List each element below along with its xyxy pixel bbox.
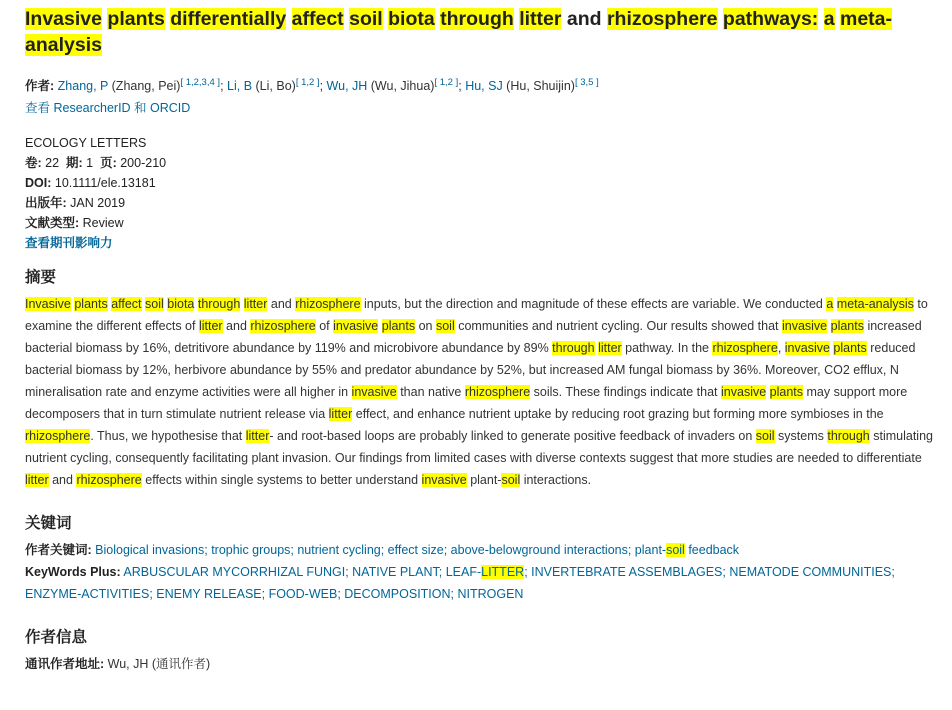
abstract-segment: soil — [501, 473, 521, 488]
issue-label: 期: — [66, 156, 83, 171]
author-separator: ; — [319, 79, 324, 94]
title-word: pathways: — [722, 8, 819, 30]
abstract-segment: litter — [245, 429, 270, 444]
volume-value: 22 — [45, 156, 60, 171]
title-word: affect — [291, 8, 344, 30]
year-row — [25, 193, 937, 213]
abstract-text — [25, 293, 937, 491]
author-affiliation-sup[interactable]: [ 1,2 ] — [434, 77, 459, 88]
author-keywords — [25, 539, 937, 561]
abstract-segment: pathway. In the — [621, 341, 713, 356]
abstract-segment: inputs, but the direction and magnitude of these effects are variable. We conducted — [360, 297, 827, 312]
abstract-segment: litter — [198, 319, 223, 334]
abstract-segment: through — [197, 297, 241, 312]
abstract-segment: systems — [774, 429, 828, 444]
doi-value: 10.1111/ele.13181 — [54, 176, 156, 191]
abstract-segment: plants — [381, 319, 416, 334]
title-word: litter — [519, 8, 562, 30]
abstract-segment: plants — [74, 297, 108, 312]
abstract-segment: invasive — [421, 473, 467, 488]
abstract-segment: than native — [396, 385, 465, 400]
abstract-segment: soil — [755, 429, 775, 444]
abstract-segment: invasive — [784, 341, 830, 356]
authors-list — [58, 79, 599, 93]
abstract-segment: litter — [328, 407, 353, 422]
title-word: a — [823, 8, 835, 30]
doctype-value: Review — [82, 216, 124, 231]
doctype-row — [25, 213, 937, 233]
abstract-heading: 摘要 — [25, 269, 57, 287]
author-affiliation-sup[interactable]: [ 3,5 ] — [574, 77, 599, 88]
author-keyword-segment: Biological invasions; trophic groups; nutrient cycling; effect size; above-belowground interactions; plant- — [95, 543, 667, 558]
title-word: and — [566, 8, 602, 30]
abstract-segment: , — [777, 341, 785, 356]
keywords-heading: 关键词 — [25, 515, 72, 533]
author-fullname: (Li, Bo) — [252, 79, 296, 94]
author-fullname: (Wu, Jihua) — [367, 79, 435, 94]
corresponding-label: 通讯作者地址: — [25, 657, 105, 672]
corresponding-value: Wu, JH (通讯作者) — [107, 657, 211, 672]
abstract-segment: on — [415, 319, 436, 334]
corresponding-author — [25, 653, 937, 675]
abstract-segment: may support more decomposers that in turn stimulate nutrient release via — [25, 385, 908, 422]
abstract-segment: plants — [833, 341, 867, 356]
abstract-segment: meta-analysis — [836, 297, 914, 312]
keywords-plus-label: KeyWords Plus: — [25, 565, 121, 580]
title-word: Invasive — [25, 8, 102, 30]
doi-row — [25, 173, 937, 193]
abstract-segment: rhizosphere — [295, 297, 361, 312]
year-value: JAN 2019 — [70, 196, 126, 211]
abstract-segment: rhizosphere — [76, 473, 142, 488]
journal-info — [25, 133, 937, 253]
title-word: meta-analysis — [25, 8, 893, 56]
abstract-segment: invasive — [781, 319, 828, 334]
author-separator: ; — [220, 79, 224, 94]
abstract-segment: . Thus, we hypothesise that — [90, 429, 246, 444]
abstract-segment: soil — [435, 319, 455, 334]
abstract-segment: rhizosphere — [25, 429, 91, 444]
pages-label: 页: — [100, 156, 117, 171]
author-fullname: (Hu, Shuijin) — [502, 79, 575, 94]
abstract-segment: communities and nutrient cycling. Our results showed that — [454, 319, 782, 334]
author-keywords-label: 作者关键词: — [25, 543, 92, 558]
volume-issue-pages — [25, 153, 937, 173]
abstract-segment: - and root-based loops are probably linked to generate positive feedback of invaders on — [269, 429, 756, 444]
title-word: rhizosphere — [606, 8, 718, 30]
authors-line — [25, 74, 937, 95]
abstract-segment: and — [48, 473, 77, 488]
journal-name: ECOLOGY LETTERS — [25, 136, 147, 151]
keyword-plus-segment: LITTER — [481, 565, 525, 580]
researcherid-orcid-link[interactable]: 查看 ResearcherID 和 ORCID — [25, 101, 191, 116]
abstract-segment: a — [826, 297, 834, 312]
abstract-segment: and — [222, 319, 251, 334]
keyword-plus-segment: ARBUSCULAR MYCORRHIZAL FUNGI; NATIVE PLANT; LEAF- — [123, 565, 482, 580]
abstract-segment: interactions. — [520, 473, 592, 488]
title-word: differentially — [170, 8, 287, 30]
title-word: biota — [388, 8, 435, 30]
issue-value: 1 — [86, 156, 94, 171]
journal-impact-link[interactable]: 查看期刊影响力 — [25, 236, 113, 251]
abstract-segment: litter — [25, 473, 49, 488]
abstract-segment: rhizosphere — [250, 319, 316, 334]
abstract-segment: invasive — [721, 385, 767, 400]
author-link[interactable]: Hu, SJ — [465, 79, 503, 94]
abstract-segment: litter — [243, 297, 268, 312]
abstract-segment: reduced bacterial biomass by 12%, herbivore abundance by 55% and predator abundance by 52%, but increased AM fungal biomass by 36%. Moreover, CO2 efflux, N mineralisation rate and enzyme activities were all higher in — [25, 341, 916, 400]
abstract-segment: and — [267, 297, 296, 312]
volume-label: 卷: — [25, 156, 42, 171]
abstract-segment: through — [552, 341, 595, 356]
abstract-segment: invasive — [333, 319, 379, 334]
author-info-heading: 作者信息 — [25, 629, 88, 647]
abstract-segment: invasive — [351, 385, 397, 400]
author-fullname: (Zhang, Pei) — [108, 79, 181, 94]
year-label: 出版年: — [25, 196, 67, 211]
author-link[interactable]: Zhang, P — [57, 79, 109, 94]
author-separator: ; — [458, 79, 462, 94]
title-word: plants — [107, 8, 165, 30]
abstract-segment: through — [827, 429, 870, 444]
title-word: through — [440, 8, 514, 30]
doctype-label: 文献类型: — [25, 216, 80, 231]
author-keywords-links[interactable] — [95, 543, 739, 557]
abstract-segment: of — [315, 319, 334, 334]
pages-value: 200-210 — [120, 156, 167, 171]
abstract-segment: soil — [145, 297, 164, 312]
abstract-segment: plant- — [466, 473, 502, 488]
doi-label: DOI: — [25, 176, 52, 191]
author-keyword-segment: feedback — [684, 543, 740, 558]
authors-label: 作者: — [25, 79, 55, 94]
keyword-plus-segment: ; INVERTEBRATE ASSEMBLAGES; NEMATODE COMMUNITIES; ENZYME-ACTIVITIES; ENEMY RELEASE; FOOD-WEB; DECOMPOSITION; NITROGEN — [25, 565, 895, 602]
abstract-segment: plants — [830, 319, 864, 334]
record-page — [25, 0, 937, 675]
article-title — [25, 0, 937, 58]
author-affiliation-sup[interactable]: [ 1,2 ] — [295, 77, 320, 88]
title-word: soil — [349, 8, 383, 30]
abstract-segment: rhizosphere — [712, 341, 778, 356]
author-affiliation-sup[interactable]: [ 1,2,3,4 ] — [180, 77, 221, 88]
abstract-segment: effect, and enhance nutrient uptake by reducing root grazing but forming more symbioses in the — [352, 407, 884, 422]
abstract-segment: effects within single systems to better understand — [141, 473, 422, 488]
abstract-segment: litter — [598, 341, 622, 356]
author-keyword-segment: soil — [666, 543, 685, 558]
abstract-segment: increased bacterial biomass by 16%, detritivore abundance by 119% and microbivore abundance by 89% — [25, 319, 922, 356]
abstract-segment: biota — [167, 297, 195, 312]
abstract-segment: affect — [111, 297, 142, 312]
abstract-segment: Invasive — [25, 297, 71, 312]
author-link[interactable]: Li, B — [227, 79, 253, 94]
author-link[interactable]: Wu, JH — [326, 79, 368, 94]
abstract-segment: plants — [769, 385, 804, 400]
abstract-segment: stimulating nutrient cycling, consequently facilitating plant invasion. Our findings from limited cases with diverse contexts suggest that more studies are needed to differentiate — [25, 429, 933, 466]
keywords-plus-links[interactable] — [25, 565, 895, 601]
abstract-segment: soils. These findings indicate that — [530, 385, 722, 400]
abstract-segment: to examine the different effects of — [25, 297, 928, 334]
abstract-segment: rhizosphere — [464, 385, 531, 400]
keywords-plus — [25, 561, 937, 605]
